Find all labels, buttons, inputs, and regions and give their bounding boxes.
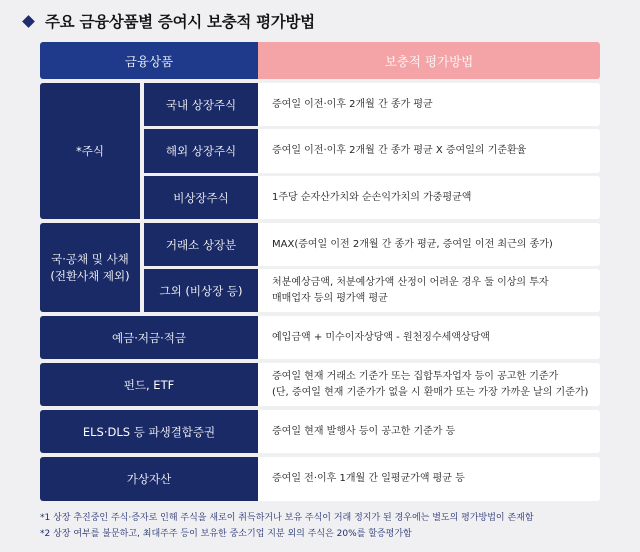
category-els-dls: ELS·DLS 등 파생결합증권 [40,410,258,453]
method-text: 처분예상금액, 처분예상가액 산정이 어려운 경우 둘 이상의 투자 [272,276,549,288]
method-cell [258,223,600,266]
diamond-bullet-icon [22,15,35,28]
method-cell [258,176,600,219]
table-row [140,223,600,266]
row-funds-etf [40,363,600,406]
valuation-table [40,42,600,505]
header-financial-product: 금융상품 [40,42,258,79]
page-title-block [24,8,315,34]
footnote-1: *1 상장 추진중인 주식·증자로 인해 주식을 새로이 취득하거나 보유 주식이 거래 정지가 된 경우에는 별도의 평가방법이 존재함 [40,513,534,523]
method-text: 증여일 현재 발행사 등이 공고한 기준가 등 [272,425,456,437]
table-row [140,269,600,312]
category-funds-etf: 펀드, ETF [40,363,258,406]
method-text: 증여일 현재 거래소 기준가 또는 집합투자업자 등이 공고한 기준가 [272,370,559,382]
subcategory-exchange-listed: 거래소 상장분 [144,223,258,266]
method-text: MAX(증여일 이전 2개월 간 종가 평균, 증여일 이전 최근의 종가) [272,238,553,250]
method-cell [258,83,600,126]
method-text: 매매업자 등의 평가액 평균 [272,292,388,304]
method-cell [258,129,600,173]
method-text: (단, 증여일 현재 기준가가 없을 시 환매가 또는 가장 가까운 날의 기준가) [272,386,589,398]
method-cell [258,363,600,406]
group-stocks [40,83,600,219]
method-text: 증여일 이전·이후 2개월 간 종가 평균 X 증여일의 기준환율 [272,145,527,156]
category-virtual-assets: 가상자산 [40,457,258,501]
footnotes [40,511,534,543]
category-bonds [40,223,140,312]
subcategory-domestic-listed: 국내 상장주식 [144,83,258,126]
category-deposits: 예금·저금·적금 [40,316,258,359]
page-title: 주요 금융상품별 증여시 보충적 평가방법 [45,13,315,31]
subcategory-others: 그외 (비상장 등) [144,269,258,312]
table-row [140,129,600,173]
row-deposits [40,316,600,359]
subcategory-unlisted: 비상장주식 [144,176,258,219]
row-virtual-assets [40,457,600,501]
category-bonds-line1: 국·공채 및 사채 [51,252,129,267]
footnote-2: *2 상장 여부를 불문하고, 최대주주 등이 보유한 중소기업 지분 외의 주식은 20%를 할증평가함 [40,528,412,539]
method-cell [258,457,600,501]
category-stocks: *주식 [40,83,140,219]
category-bonds-line2: (전환사채 제외) [50,268,130,283]
method-cell [258,410,600,453]
method-cell [258,316,600,359]
header-valuation-method: 보충적 평가방법 [258,42,600,79]
row-derivative-securities [40,410,600,453]
method-text: 증여일 전·이후 1개월 간 일평균가액 평균 등 [272,473,465,484]
method-text: 1주당 순자산가치와 순손익가치의 가중평균액 [272,191,472,203]
method-text: 증여일 이전·이후 2개월 간 종가 평균 [272,98,433,110]
table-row [140,83,600,126]
table-header [40,42,600,79]
method-text: 예입금액 + 미수이자상당액 - 원천징수세액상당액 [272,331,490,343]
table-row [140,176,600,219]
subcategory-foreign-listed: 해외 상장주식 [144,129,258,173]
method-cell [258,269,600,312]
group-bonds [40,223,600,312]
